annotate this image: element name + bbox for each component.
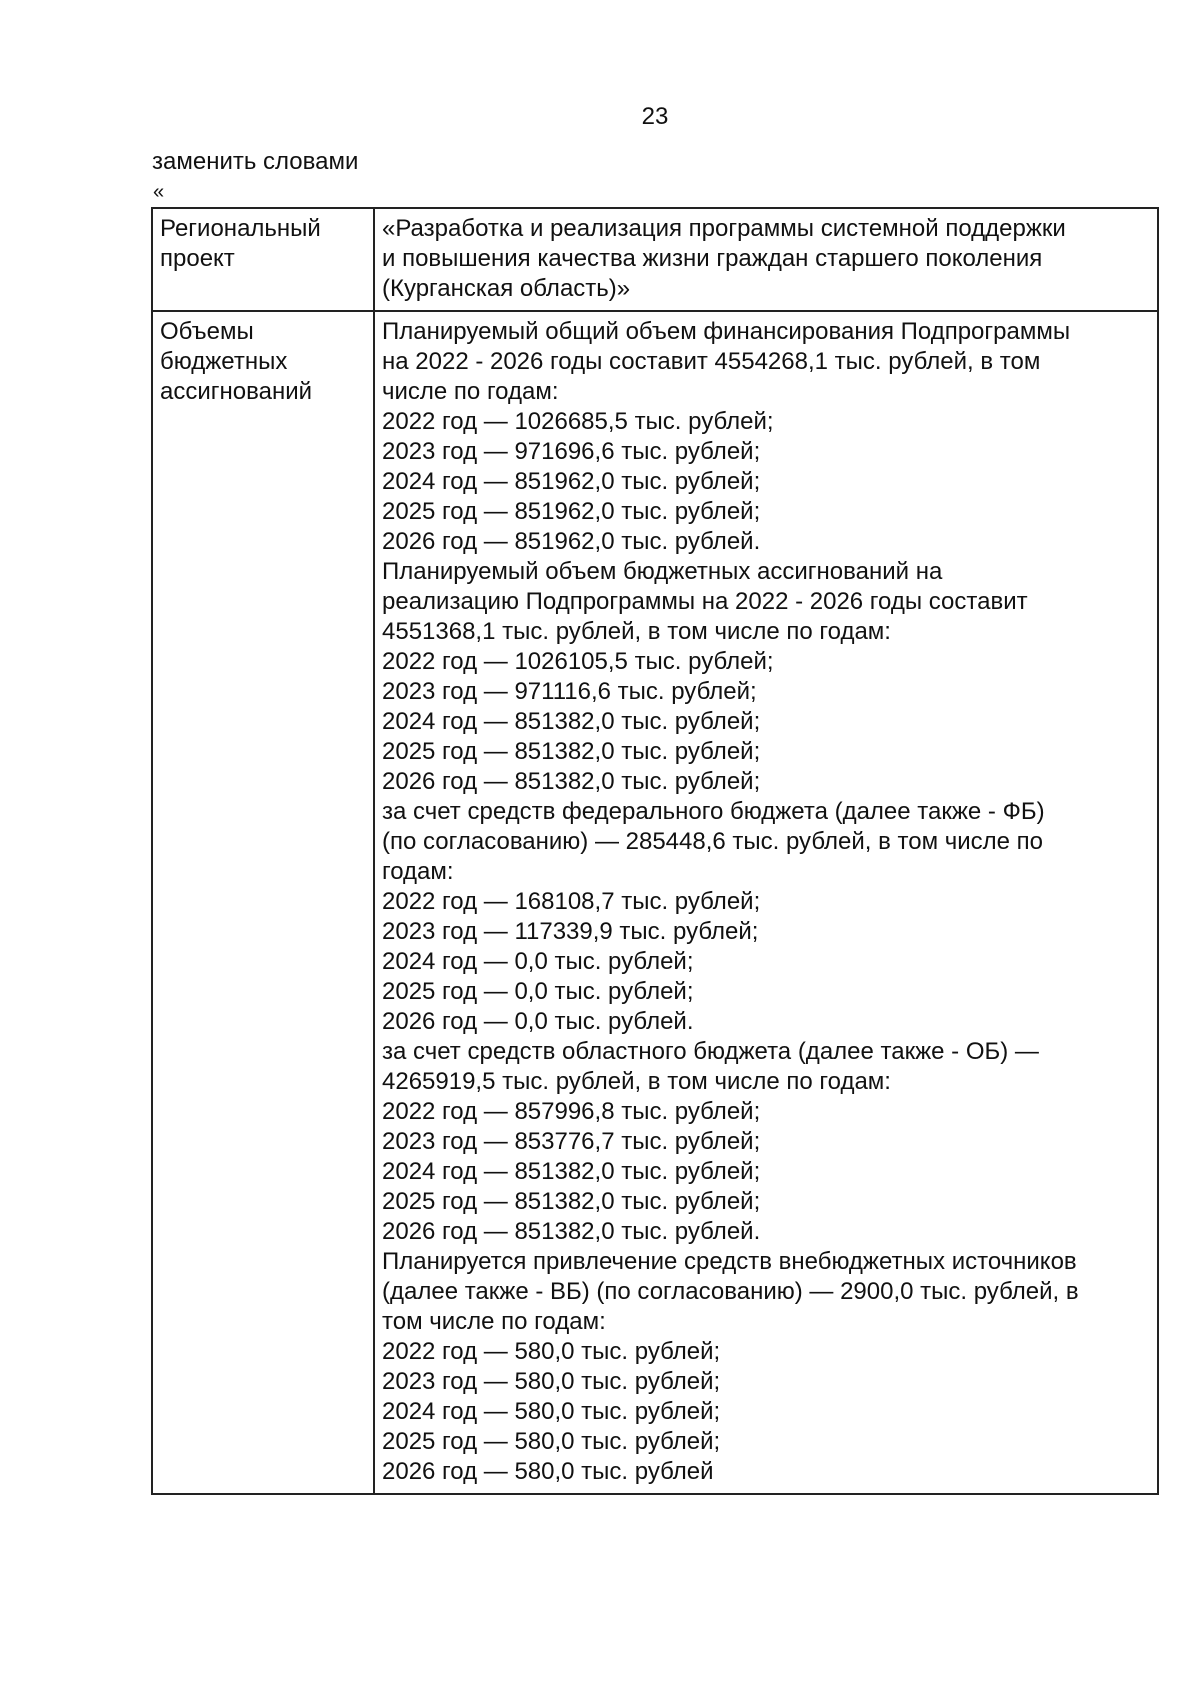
value-line: (по согласованию) — 285448,6 тыс. рублей, в том числе по bbox=[382, 828, 1044, 855]
row-label-budget-allocations bbox=[152, 311, 374, 1494]
value-line: (далее также - ВБ) (по согласованию) — 2900,0 тыс. рублей, в bbox=[382, 1278, 1079, 1305]
value-line: и повышения качества жизни граждан старшего поколения bbox=[382, 245, 1043, 272]
value-line: на 2022 - 2026 годы составит 4554268,1 тыс. рублей, в том bbox=[382, 348, 1041, 375]
value-line: 4265919,5 тыс. рублей, в том числе по годам: bbox=[382, 1068, 891, 1095]
value-line: 2026 год — 0,0 тыс. рублей. bbox=[382, 1008, 694, 1035]
row-value-regional-project bbox=[374, 208, 1158, 311]
label-line: Региональный bbox=[160, 215, 321, 242]
opening-quote-mark: « bbox=[153, 181, 165, 203]
value-line: 2026 год — 851382,0 тыс. рублей. bbox=[382, 1218, 761, 1245]
value-line: 2022 год — 580,0 тыс. рублей; bbox=[382, 1338, 721, 1365]
value-line: Планируемый объем бюджетных ассигнований на bbox=[382, 558, 943, 585]
value-line: 2026 год — 851962,0 тыс. рублей. bbox=[382, 528, 761, 555]
value-line: 2026 год — 580,0 тыс. рублей bbox=[382, 1458, 714, 1485]
value-line: 2025 год — 580,0 тыс. рублей; bbox=[382, 1428, 721, 1455]
label-line: проект bbox=[160, 245, 235, 272]
value-line: 2024 год — 851382,0 тыс. рублей; bbox=[382, 708, 761, 735]
value-line: 2025 год — 851382,0 тыс. рублей; bbox=[382, 738, 761, 765]
table-row-budget-allocations bbox=[152, 311, 1158, 1494]
subprogram-passport-table bbox=[151, 207, 1159, 1495]
value-line: 2022 год — 1026105,5 тыс. рублей; bbox=[382, 648, 774, 675]
value-line: 2024 год — 580,0 тыс. рублей; bbox=[382, 1398, 721, 1425]
value-line: 2023 год — 117339,9 тыс. рублей; bbox=[382, 918, 759, 945]
value-line: 2024 год — 0,0 тыс. рублей; bbox=[382, 948, 694, 975]
row-label-regional-project bbox=[152, 208, 374, 311]
value-line: 2024 год — 851962,0 тыс. рублей; bbox=[382, 468, 761, 495]
label-line: бюджетных bbox=[160, 348, 288, 375]
value-line: 2025 год — 851382,0 тыс. рублей; bbox=[382, 1188, 761, 1215]
label-line: Объемы bbox=[160, 318, 254, 345]
value-line: реализацию Подпрограммы на 2022 - 2026 годы составит bbox=[382, 588, 1028, 615]
value-line: 2023 год — 971116,6 тыс. рублей; bbox=[382, 678, 757, 705]
value-line: Планируемый общий объем финансирования Подпрограммы bbox=[382, 318, 1071, 345]
value-line: том числе по годам: bbox=[382, 1308, 606, 1335]
value-line: 2025 год — 851962,0 тыс. рублей; bbox=[382, 498, 761, 525]
value-line: 2024 год — 851382,0 тыс. рублей; bbox=[382, 1158, 761, 1185]
value-line: 2022 год — 1026685,5 тыс. рублей; bbox=[382, 408, 774, 435]
value-line: за счет средств областного бюджета (далее также - ОБ) — bbox=[382, 1038, 1039, 1065]
value-line: 2023 год — 971696,6 тыс. рублей; bbox=[382, 438, 761, 465]
value-line: 4551368,1 тыс. рублей, в том числе по годам: bbox=[382, 618, 891, 645]
value-line: числе по годам: bbox=[382, 378, 559, 405]
value-line: 2023 год — 580,0 тыс. рублей; bbox=[382, 1368, 721, 1395]
value-line: 2022 год — 168108,7 тыс. рублей; bbox=[382, 888, 761, 915]
value-line: 2025 год — 0,0 тыс. рублей; bbox=[382, 978, 694, 1005]
value-line: 2023 год — 853776,7 тыс. рублей; bbox=[382, 1128, 761, 1155]
page-number: 23 bbox=[641, 103, 669, 130]
row-value-budget-allocations bbox=[374, 311, 1158, 1494]
table-row-regional-project bbox=[152, 208, 1158, 311]
value-line: годам: bbox=[382, 858, 454, 885]
value-line: 2022 год — 857996,8 тыс. рублей; bbox=[382, 1098, 761, 1125]
value-line: (Курганская область)» bbox=[382, 275, 631, 302]
label-line: ассигнований bbox=[160, 378, 313, 405]
value-line: 2026 год — 851382,0 тыс. рублей; bbox=[382, 768, 761, 795]
intro-text: заменить словами bbox=[152, 148, 359, 175]
value-line: «Разработка и реализация программы системной поддержки bbox=[382, 215, 1066, 242]
value-line: за счет средств федерального бюджета (далее также - ФБ) bbox=[382, 798, 1045, 825]
value-line: Планируется привлечение средств внебюджетных источников bbox=[382, 1248, 1077, 1275]
